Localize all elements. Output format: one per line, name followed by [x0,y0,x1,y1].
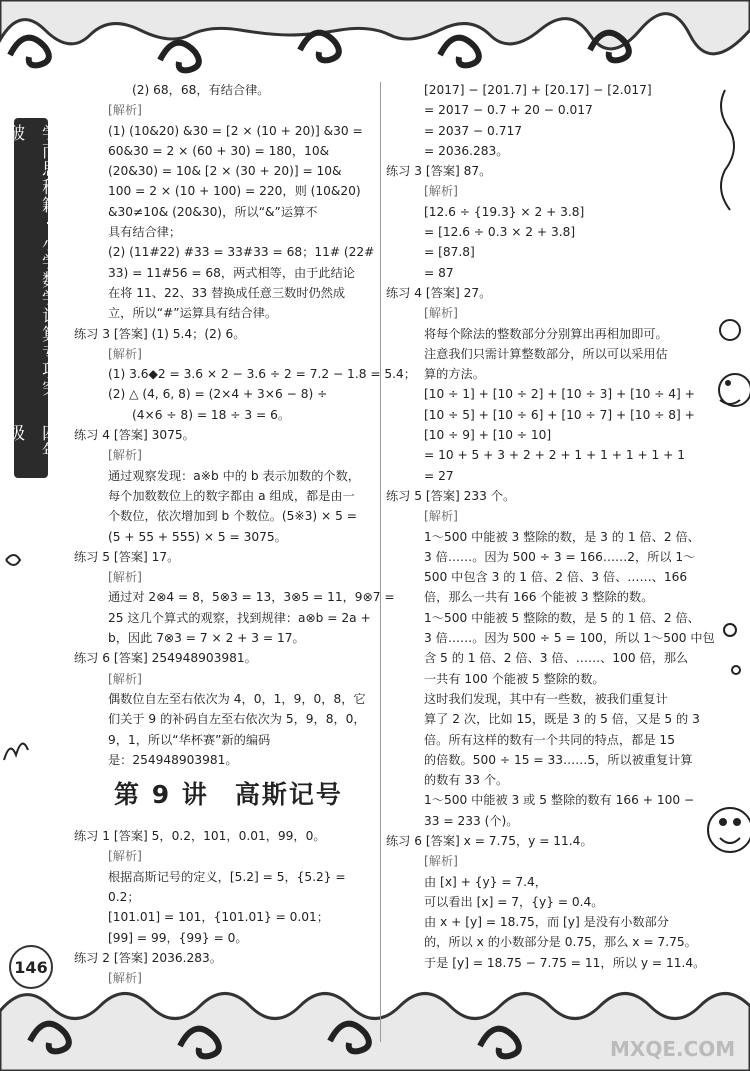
text-line: [12.6 ÷ {19.3} × 2 + 3.8] [424,204,585,219]
text-line: 立，所以“#”运算具有结合律。 [108,306,278,321]
book-title-sidebar [4,118,58,478]
grade-label: 四年级 [4,424,58,461]
text-line: 1～500 中能被 3 或 5 整除的数有 166 + 100 − [424,793,695,808]
text-line: 可以看出 [x] = 7，{y} = 0.4。 [424,894,604,909]
text-line: &30≠10& (20&30)，所以“&”运算不 [108,204,318,219]
text-line: 每个加数数位上的数字都由 a 组成，都是由一 [108,488,355,503]
text-line: 60&30 = 2 × (60 + 30) = 180，10& [108,143,330,158]
text-line: (5 + 55 + 555) × 5 = 3075。 [108,529,287,544]
text-line: = 2017 − 0.7 + 20 − 0.017 [424,103,593,118]
text-line: (1) (10&20) &30 = [2 × (10 + 20)] &30 = [108,123,363,138]
text-line: 1～500 中能被 3 整除的数，是 3 的 1 倍、2 倍、 [424,529,700,544]
text-line: 1～500 中能被 5 整除的数，是 5 的 1 倍、2 倍、 [424,610,700,625]
text-line: 练习 5 [答案] 233 个。 [386,488,516,503]
watermark: MXQE.COM [610,1037,736,1061]
text-line: 根据高斯记号的定义，[5.2] = 5，{5.2} = [108,869,346,884]
text-line: 3 倍……。因为 500 ÷ 5 = 100，所以 1～500 中包 [424,631,715,646]
text-line: 是：254948903981。 [108,752,238,767]
sea-plant-decoration [700,70,750,970]
text-line: 个数位，依次增加到 b 个数位。(5※3) × 5 = [108,509,357,524]
crab-decoration [0,480,32,780]
chapter-heading [114,778,379,812]
text-line: 0.2； [108,889,140,904]
text-line: = 2037 − 0.717 [424,123,522,138]
text-line: = [87.8] [424,245,475,260]
text-line: 们关于 9 的补码自左至右依次为 5，9，8，0， [108,712,366,727]
series-title: 学而思秘籍·小学数学计算专项突破 [4,124,58,397]
text-line: 算了 2 次，比如 15，既是 3 的 5 倍，又是 5 的 3 [424,712,700,727]
text-line: 25 这几个算式的观察，找到规律：a⊗b = 2a + [108,610,371,625]
text-line: 的，所以 x 的小数部分是 0.75，那么 x = 7.75。 [424,935,697,950]
text-line: [解析] [108,448,142,463]
text-line: 33 = 233 (个)。 [424,813,519,828]
text-line: (2) 68，68，有结合律。 [132,83,270,97]
text-line: 练习 3 [答案] 87。 [386,164,492,179]
text-line: [解析] [424,306,458,321]
text-line: 100 = 2 × (10 + 100) = 220，则 (10&20) [108,184,361,199]
text-line: 练习 1 [答案] 5，0.2，101，0.01，99，0。 [74,829,326,844]
text-line: [解析] [424,509,458,524]
text-line: [101.01] = 101，{101.01} = 0.01； [108,910,329,925]
text-line: 含 5 的 1 倍、2 倍、3 倍、……、100 倍，那么 [424,651,689,666]
text-line: 的倍数。500 ÷ 15 = 33……5，所以被重复计算 [424,752,693,767]
text-line: 练习 5 [答案] 17。 [74,549,180,564]
text-line: (1) 3.6◆2 = 3.6 × 2 − 3.6 ÷ 2 = 7.2 − 1.8 = 5.4； [108,367,416,382]
text-line: [10 ÷ 1] + [10 ÷ 2] + [10 ÷ 3] + [10 ÷ 4] + [424,387,695,402]
right-column [386,80,715,973]
text-line: = 27 [424,468,454,483]
text-line: [解析] [424,854,458,869]
text-line: 注意我们只需计算整数部分，所以可以采用估 [424,346,668,361]
chapter-number: 第 9 讲 [114,780,209,810]
text-line: [解析] [108,849,142,864]
text-line: 500 中包含 3 的 1 倍、2 倍、3 倍、……、166 [424,570,688,585]
text-line: 练习 4 [答案] 27。 [386,285,492,300]
text-line: b，因此 7⊗3 = 7 × 2 + 3 = 17。 [108,631,305,646]
text-line: 9，1，所以“华杯赛”新的编码 [108,732,271,747]
text-line: [10 ÷ 5] + [10 ÷ 6] + [10 ÷ 7] + [10 ÷ 8] + [424,407,695,422]
text-line: [解析] [108,103,142,118]
text-line: 倍。所有这样的数有一个共同的特点，都是 15 [424,732,675,747]
text-line: = [12.6 ÷ 0.3 × 2 + 3.8] [424,225,576,240]
text-line: 练习 6 [答案] x = 7.75，y = 11.4。 [386,833,593,848]
text-line: 3 倍……。因为 500 ÷ 3 = 166……2，所以 1～ [424,549,696,564]
text-line: 练习 2 [答案] 2036.283。 [74,950,222,965]
left-text-block [74,80,416,770]
text-line: 33) = 11#56 = 68，两式相等，由于此结论 [108,265,355,280]
text-line: 算的方法。 [424,367,485,382]
text-line: = 87 [424,265,454,280]
column-divider [380,82,381,1042]
text-line: 练习 4 [答案] 3075。 [74,428,195,443]
text-line: 于是 [y] = 18.75 − 7.75 = 11，所以 y = 11.4。 [424,955,706,970]
text-line: [解析] [108,671,142,686]
text-line: 具有结合律； [108,225,182,240]
text-line: [10 ÷ 9] + [10 ÷ 10] [424,428,552,443]
text-line: 倍，那么一共有 166 个能被 3 整除的数。 [424,590,654,605]
text-line: 偶数位自左至右依次为 4，0，1，9，0，8，它 [108,691,366,706]
chapter-title: 高斯记号 [234,780,343,810]
text-line: 通过对 2⊗4 = 8，5⊗3 = 13，3⊗5 = 11，9⊗7 = [108,590,395,605]
text-line: 的数有 33 个。 [424,773,509,788]
text-line: 在将 11、22、33 替换成任意三数时仍然成 [108,285,346,300]
text-line: [解析] [108,346,142,361]
text-line: 由 [x] + {y} = 7.4， [424,874,547,889]
text-line: 由 x + [y] = 18.75，而 [y] 是没有小数部分 [424,915,669,930]
wave-border-top [0,0,750,78]
page-number: 146 [9,945,53,989]
text-line: (2) △ (4, 6, 8) = (2×4 + 3×6 − 8) ÷ [108,387,328,402]
text-line: (2) (11#22) #33 = 33#33 = 68；11# (22# [108,245,375,260]
text-line: [解析] [108,570,142,585]
text-line: = 10 + 5 + 3 + 2 + 2 + 1 + 1 + 1 + 1 + 1 [424,448,686,463]
text-line: (4×6 ÷ 8) = 18 ÷ 3 = 6。 [132,407,291,422]
text-line: (20&30) = 10& [2 × (30 + 20)] = 10& [108,164,342,179]
text-line: 通过观察发现：a※b 中的 b 表示加数的个数， [108,468,360,483]
text-line: 一共有 100 个能被 5 整除的数。 [424,671,605,686]
text-line: 将每个除法的整数部分分别算出再相加即可。 [424,326,668,341]
text-line: [解析] [108,971,142,986]
text-line: [99] = 99，{99} = 0。 [108,930,248,945]
text-line: 练习 3 [答案] (1) 5.4；(2) 6。 [74,326,246,341]
text-line: 这时我们发现，其中有一些数，被我们重复计 [424,691,668,706]
text-line: = 2036.283。 [424,143,509,158]
left-text-block-2 [74,826,379,988]
right-text-block [386,80,715,973]
text-line: [2017] − [201.7] + [20.17] − [2.017] [424,83,652,97]
left-column [74,80,416,988]
text-line: 练习 6 [答案] 254948903981。 [74,651,257,666]
text-line: [解析] [424,184,458,199]
